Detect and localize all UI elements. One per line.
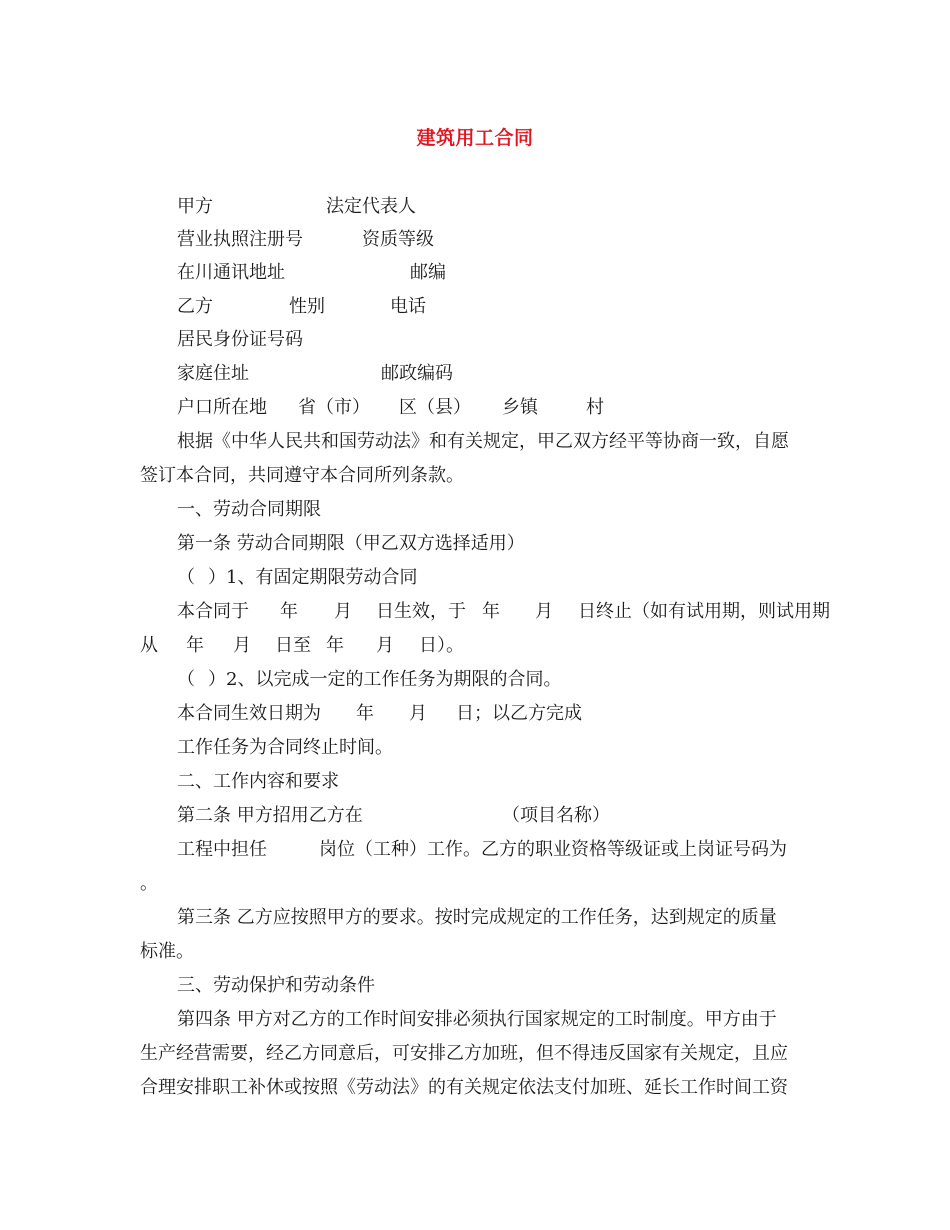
text-segment: 乡镇 xyxy=(502,397,538,418)
text-segment: 工作任务为合同终止时间。 xyxy=(177,737,393,758)
text-segment: 邮政编码 xyxy=(381,363,453,384)
text-segment: 户口所在地 xyxy=(177,397,267,418)
text-segment: 年 xyxy=(356,703,374,724)
text-segment: （项目名称） xyxy=(502,805,610,826)
text-segment: 根据《中华人民共和国劳动法》和有关规定，甲乙双方经平等协商一致，自愿 xyxy=(177,431,789,452)
text-segment: 营业执照注册号 xyxy=(177,229,303,250)
text-segment: 第三条 乙方应按照甲方的要求。按时完成规定的工作任务，达到规定的质量 xyxy=(177,907,777,928)
text-segment: 二、工作内容和要求 xyxy=(177,771,339,792)
text-segment: 性别 xyxy=(289,296,325,317)
text-segment: 月 xyxy=(233,635,251,656)
text-segment: 。 xyxy=(140,873,158,894)
text-segment: 月 xyxy=(376,635,394,656)
text-segment: 邮编 xyxy=(410,262,446,283)
text-segment: 日至 xyxy=(275,635,311,656)
text-segment: 日；以乙方完成 xyxy=(456,703,582,724)
text-segment: 本合同生效日期为 xyxy=(177,703,321,724)
text-segment: 三、劳动保护和劳动条件 xyxy=(177,975,375,996)
text-segment: 在川通讯地址 xyxy=(177,262,285,283)
text-segment: 年 xyxy=(482,601,500,622)
text-segment: 月 xyxy=(409,703,427,724)
text-segment: 工程中担任 xyxy=(177,839,267,860)
text-segment: 年 xyxy=(186,635,204,656)
text-segment: 年 xyxy=(280,601,298,622)
text-segment: 年 xyxy=(326,635,344,656)
text-segment: 签订本合同，共同遵守本合同所列条款。 xyxy=(140,465,464,486)
text-segment: （ xyxy=(177,669,195,690)
text-segment: 第二条 甲方招用乙方在 xyxy=(177,805,363,826)
text-segment: 日）。 xyxy=(419,635,464,656)
text-segment: 月 xyxy=(334,601,352,622)
text-segment: 法定代表人 xyxy=(326,196,416,217)
text-segment: 标准。 xyxy=(140,941,194,962)
text-segment: 合理安排职工补休或按照《劳动法》的有关规定依法支付加班、延长工作时间工资 xyxy=(140,1077,788,1098)
contract-title: 建筑用工合同 xyxy=(416,127,534,149)
text-segment: 岗位（工种）工作。乙方的职业资格等级证或上岗证号码为 xyxy=(319,839,787,860)
text-segment: 乙方 xyxy=(177,296,213,317)
text-segment: 电话 xyxy=(390,296,426,317)
text-segment: 甲方 xyxy=(177,196,213,217)
text-segment: 省（市） xyxy=(298,397,370,418)
text-segment: 日终止（如有试用期，则试用期 xyxy=(578,601,830,622)
text-segment: 一、劳动合同期限 xyxy=(177,499,321,520)
text-segment: 日生效，于 xyxy=(376,601,466,622)
text-segment: ）1、有固定期限劳动合同 xyxy=(208,567,418,588)
text-segment: 第四条 甲方对乙方的工作时间安排必须执行国家规定的工时制度。甲方由于 xyxy=(177,1009,777,1030)
text-segment: 居民身份证号码 xyxy=(177,329,303,350)
text-segment: 生产经营需要，经乙方同意后，可安排乙方加班，但不得违反国家有关规定，且应 xyxy=(140,1043,788,1064)
text-segment: （ xyxy=(177,567,195,588)
text-segment: 第一条 劳动合同期限（甲乙双方选择适用） xyxy=(177,533,525,554)
text-segment: 家庭住址 xyxy=(177,363,249,384)
text-segment: 从 xyxy=(140,635,158,656)
text-segment: 月 xyxy=(535,601,553,622)
text-segment: ）2、以完成一定的工作任务为期限的合同。 xyxy=(208,669,562,690)
text-segment: 资质等级 xyxy=(362,229,434,250)
text-segment: 区（县） xyxy=(399,397,471,418)
text-segment: 村 xyxy=(586,397,604,418)
text-segment: 本合同于 xyxy=(177,601,249,622)
